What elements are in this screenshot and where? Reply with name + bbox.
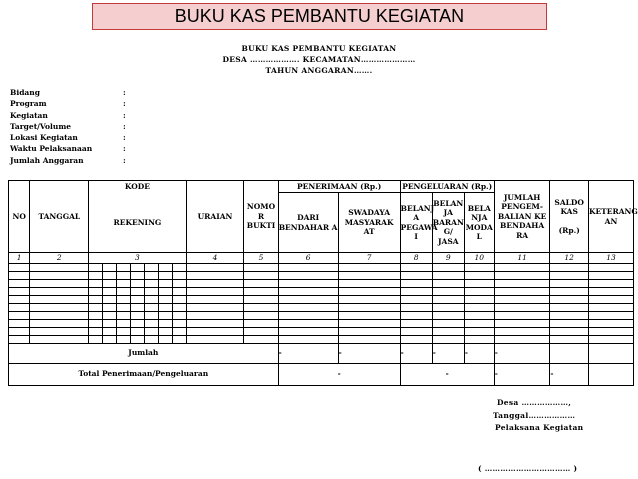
info-row-bidang: Bidang : (10, 88, 126, 97)
table-row (9, 279, 634, 287)
total-row: Total Penerimaan/Pengeluaran - - - - (9, 363, 634, 385)
signature-name: ( …………………………… ) (478, 464, 578, 473)
total-label: Total Penerimaan/Pengeluaran (9, 363, 279, 385)
table-row (9, 263, 634, 271)
table-row (9, 311, 634, 319)
table-row (9, 327, 634, 335)
banner-title: BUKU KAS PEMBANTU KEGIATAN (92, 3, 547, 30)
col-tanggal: TANGGAL (30, 181, 89, 253)
info-row-waktu: Waktu Pelaksanaan : (10, 144, 126, 154)
col-dari-bendahara: DARI BENDAHAR A (278, 193, 338, 253)
col-uraian: URAIAN (186, 181, 244, 253)
col-penerimaan: PENERIMAAN (Rp.) (278, 181, 400, 193)
col-no: NO (9, 181, 30, 253)
column-number-row: 1 2 3 4 5 6 7 8 9 10 11 12 13 (9, 253, 634, 264)
signature-place-date: Desa ………………, (497, 398, 572, 407)
document-subtitle-desa: DESA ………………. KECAMATAN………………… (222, 55, 416, 64)
info-block (10, 87, 126, 166)
signature-role: Pelaksana Kegiatan (495, 423, 584, 432)
document-title: BUKU KAS PEMBANTU KEGIATAN (241, 44, 397, 53)
info-row-target: Target/Volume : (10, 121, 126, 131)
table-row (9, 319, 634, 327)
col-belanja-pegawai: BELANJ A PEGAWA I (400, 193, 432, 253)
ledger-table (8, 180, 638, 386)
info-row-kegiatan: Kegiatan : (10, 110, 126, 120)
jumlah-row: Jumlah - - - - - - (9, 343, 634, 363)
col-keterangan: KETERANG AN (588, 181, 633, 253)
col-saldo-kas: SALDO KAS (Rp.) (550, 181, 589, 253)
col-belanja-modal: BELA NJA MODA L (464, 193, 494, 253)
signature-tanggal: Tanggal……………… (493, 411, 576, 420)
col-swadaya: SWADAYA MASYARAK AT (338, 193, 400, 253)
table-row (9, 271, 634, 279)
col-kode: KODE (89, 181, 186, 193)
col-jumlah-pengembalian: JUMLAH PENGEM- BALIAN KE BENDAHA RA (494, 181, 550, 253)
col-rekening: REKENING (89, 193, 186, 253)
jumlah-label: Jumlah (9, 343, 279, 363)
col-pengeluaran: PENGELUARAN (Rp.) (400, 181, 494, 193)
info-row-anggaran: Jumlah Anggaran : (10, 155, 126, 165)
table-row (9, 303, 634, 311)
info-row-program: Program : (10, 99, 126, 109)
table-row (9, 295, 634, 303)
col-nomor-bukti: NOMO R BUKTI (244, 181, 278, 253)
info-row-lokasi: Lokasi Kegiatan : (10, 133, 126, 143)
table-row (9, 335, 634, 343)
table-row (9, 287, 634, 295)
col-belanja-barang: BELAN JA BARAN G/ JASA (432, 193, 464, 253)
document-subtitle-tahun: TAHUN ANGGARAN……. (265, 66, 373, 75)
